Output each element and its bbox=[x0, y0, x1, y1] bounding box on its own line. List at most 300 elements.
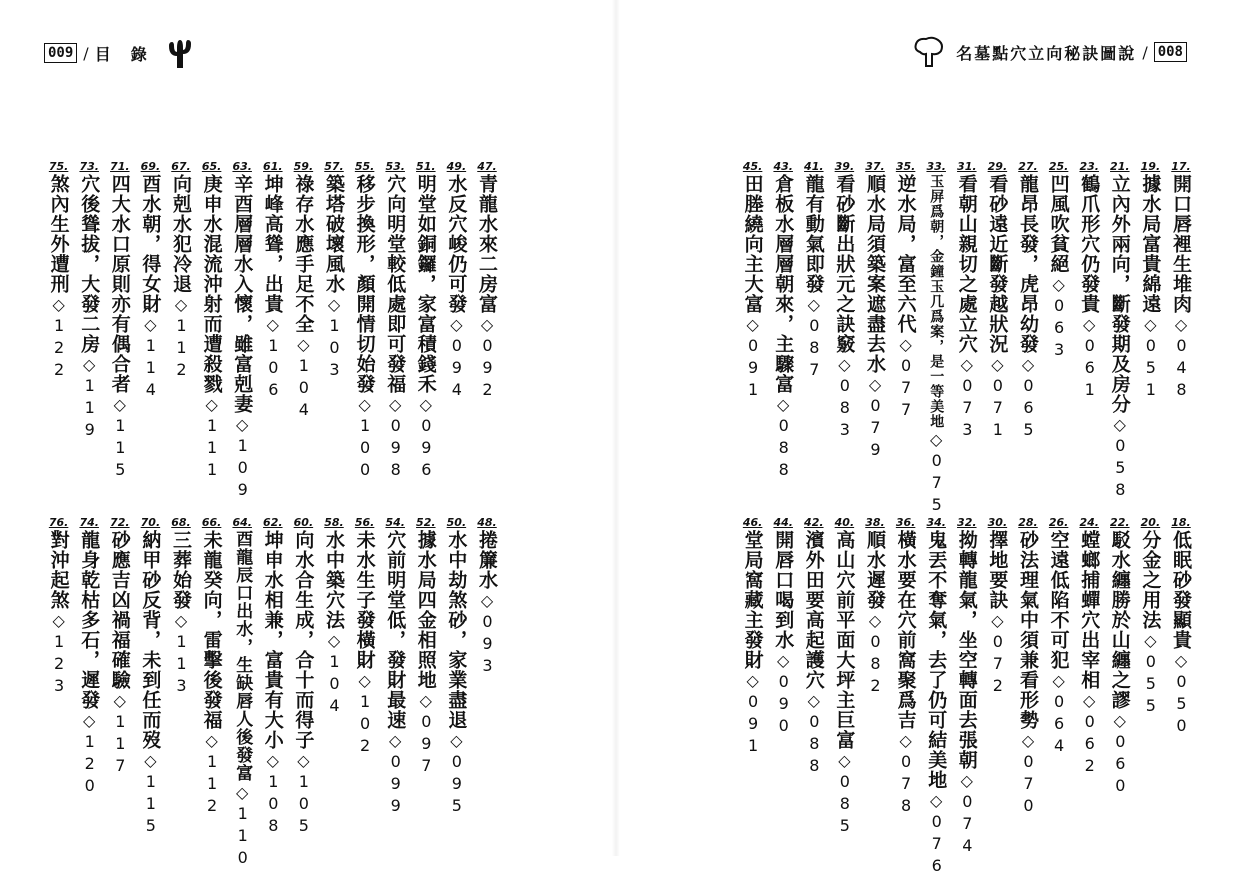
toc-diamond-marker: ◇ bbox=[1083, 315, 1096, 334]
toc-entry-page: 078 bbox=[896, 752, 916, 818]
toc-entry bbox=[740, 516, 766, 758]
toc-entry-number: 46. bbox=[742, 516, 763, 529]
toc-entry-page: 099 bbox=[386, 752, 406, 818]
toc-entry-page: 115 bbox=[110, 416, 130, 482]
toc-entry-number: 39. bbox=[834, 160, 855, 173]
toc-entry bbox=[740, 160, 766, 402]
toc-entry bbox=[46, 516, 72, 698]
toc-entry bbox=[954, 516, 980, 858]
toc-entry-title: 順水遲發 bbox=[864, 530, 886, 610]
toc-entry-page: 097 bbox=[416, 712, 436, 778]
toc-entry-title: 築塔破壞風水 bbox=[323, 174, 345, 294]
toc-diamond-marker: ◇ bbox=[1021, 355, 1035, 374]
toc-entry bbox=[107, 516, 133, 778]
toc-entry-page: 082 bbox=[866, 632, 885, 698]
toc-diamond-marker: ◇ bbox=[1174, 315, 1188, 334]
toc-entry-title: 祿存水應手足不全 bbox=[292, 174, 315, 334]
toc-entry-number: 72. bbox=[110, 516, 130, 529]
toc-entry-title: 高山穴前平面大坪主巨富 bbox=[833, 530, 856, 750]
toc-diamond-marker: ◇ bbox=[174, 295, 188, 314]
toc-entry-number: 34. bbox=[926, 516, 946, 529]
toc-entry-number: 22. bbox=[1110, 516, 1130, 529]
toc-entry-title: 低眠砂發顯貴 bbox=[1170, 530, 1192, 650]
toc-diamond-marker: ◇ bbox=[838, 355, 851, 374]
toc-entry-title: 煞內生外遭刑 bbox=[47, 174, 70, 294]
toc-entry-page: 091 bbox=[743, 336, 763, 402]
toc-diamond-marker: ◇ bbox=[960, 355, 973, 374]
right-page bbox=[616, 0, 1233, 878]
toc-entry-page: 062 bbox=[1080, 712, 1100, 778]
toc-diamond-marker: ◇ bbox=[266, 315, 279, 334]
toc-entry-number: 35. bbox=[895, 160, 916, 173]
toc-entry bbox=[1107, 160, 1133, 502]
toc-entry-page: 063 bbox=[1049, 296, 1069, 362]
toc-diamond-marker: ◇ bbox=[746, 671, 759, 690]
toc-entry-number: 30. bbox=[987, 516, 1008, 529]
toc-diamond-marker: ◇ bbox=[480, 591, 494, 610]
toc-entry-title: 庚申水混流沖射而遭殺戮 bbox=[200, 174, 223, 394]
toc-entry-number: 17. bbox=[1171, 160, 1191, 173]
left-page-title: 目 錄 bbox=[94, 44, 149, 64]
toc-entry-title: 砂法理氣中須兼看形勢 bbox=[1017, 530, 1039, 730]
toc-entry-page: 071 bbox=[988, 376, 1008, 442]
left-header bbox=[44, 36, 197, 70]
toc-entry-page: 105 bbox=[294, 772, 314, 838]
toc-entry-number: 28. bbox=[1018, 516, 1038, 529]
toc-entry-number: 41. bbox=[804, 160, 824, 173]
toc-entry-number: 48. bbox=[477, 516, 497, 529]
toc-entry bbox=[923, 516, 949, 878]
toc-diamond-marker: ◇ bbox=[236, 783, 249, 802]
toc-entry-page: 091 bbox=[743, 692, 763, 758]
toc-entry bbox=[831, 160, 857, 442]
toc-entry bbox=[893, 160, 919, 422]
toc-entry-title: 向剋水犯冷退 bbox=[170, 174, 192, 294]
toc-diamond-marker: ◇ bbox=[144, 315, 157, 334]
toc-entry-title: 酉水朝，得女財 bbox=[139, 174, 162, 314]
toc-entry-title: 凹風吹貧絕 bbox=[1047, 174, 1070, 274]
toc-entry-number: 49. bbox=[446, 160, 467, 173]
toc-entry-number: 52. bbox=[416, 516, 436, 529]
toc-entry bbox=[413, 516, 439, 778]
toc-diamond-marker: ◇ bbox=[144, 751, 157, 770]
toc-entry-number: 67. bbox=[171, 160, 191, 173]
toc-entry-page: 122 bbox=[49, 316, 69, 382]
toc-entry-title: 螳螂捕蟬穴出宰相 bbox=[1078, 530, 1101, 690]
toc-entry-page: 088 bbox=[774, 416, 794, 482]
toc-diamond-marker: ◇ bbox=[450, 315, 463, 334]
toc-entry-number: 18. bbox=[1171, 516, 1191, 529]
toc-entry bbox=[321, 160, 347, 382]
toc-entry bbox=[1168, 516, 1194, 738]
toc-entry-page: 077 bbox=[896, 356, 916, 422]
toc-entry bbox=[1137, 516, 1163, 718]
toc-entry-page: 083 bbox=[835, 376, 855, 442]
toc-entry-number: 63. bbox=[232, 160, 252, 173]
toc-entry-page: 058 bbox=[1110, 436, 1130, 502]
toc-entry-title: 開口唇裡生堆肉 bbox=[1170, 174, 1192, 314]
toc-entry bbox=[893, 516, 919, 818]
toc-diamond-marker: ◇ bbox=[174, 611, 188, 630]
toc-entry bbox=[862, 160, 888, 462]
left-page bbox=[0, 0, 616, 870]
toc-entry bbox=[413, 160, 439, 482]
toc-entry bbox=[984, 516, 1010, 698]
toc-entry-page: 050 bbox=[1172, 672, 1191, 738]
toc-entry-title: 酉龍辰口出水，生缺唇人後發富 bbox=[232, 530, 253, 782]
toc-diamond-marker: ◇ bbox=[358, 671, 371, 690]
toc-entry bbox=[1015, 516, 1041, 818]
toc-entry-number: 36. bbox=[895, 516, 916, 529]
toc-entry-title: 辛酉層層水入懷，雖富剋妻 bbox=[231, 174, 254, 414]
toc-entry-title: 四大水口原則亦有偶合者 bbox=[108, 174, 131, 394]
toc-entry-number: 26. bbox=[1048, 516, 1069, 529]
toc-entry-page: 060 bbox=[1110, 732, 1130, 798]
toc-entry-number: 47. bbox=[477, 160, 497, 173]
toc-entry-title: 砂應吉凶禍福確驗 bbox=[108, 530, 131, 690]
toc-entry-title: 看砂斷出狀元之訣竅 bbox=[833, 174, 856, 354]
toc-entry-title: 三葬始發 bbox=[170, 530, 192, 610]
toc-entry bbox=[107, 160, 133, 482]
toc-entry-title: 捲簾水 bbox=[476, 530, 498, 590]
toc-entry-page: 110 bbox=[233, 804, 253, 870]
toc-diamond-marker: ◇ bbox=[838, 751, 851, 770]
left-page-number: 009 bbox=[44, 43, 77, 63]
toc-diamond-marker: ◇ bbox=[1052, 671, 1065, 690]
toc-diamond-marker: ◇ bbox=[930, 791, 943, 810]
toc-entry-number: 44. bbox=[773, 516, 793, 529]
toc-diamond-marker: ◇ bbox=[960, 771, 973, 790]
right-page-title: 名墓點穴立向秘訣圖說 bbox=[956, 43, 1137, 63]
toc-entry-number: 60. bbox=[293, 516, 314, 529]
toc-entry-page: 064 bbox=[1049, 692, 1069, 758]
toc-entry-page: 093 bbox=[478, 612, 497, 678]
toc-entry bbox=[290, 516, 316, 838]
toc-entry bbox=[474, 516, 500, 678]
toc-diamond-marker: ◇ bbox=[297, 335, 310, 354]
toc-entry-title: 龍昂長發，虎昂幼發 bbox=[1017, 174, 1039, 354]
toc-diamond-marker: ◇ bbox=[205, 395, 218, 414]
toc-entry-title: 穴前明堂低，發財最速 bbox=[384, 530, 407, 730]
toc-entry bbox=[199, 160, 225, 482]
toc-entry-title: 穴後聳拔，大發二房 bbox=[78, 174, 101, 354]
toc-diamond-marker: ◇ bbox=[807, 295, 820, 314]
toc-entry-title: 倉板水層層朝來，主驟富 bbox=[772, 174, 795, 394]
toc-diamond-marker: ◇ bbox=[52, 295, 65, 314]
toc-entry-number: 27. bbox=[1018, 160, 1038, 173]
toc-entry bbox=[137, 160, 163, 402]
toc-diamond-marker: ◇ bbox=[389, 395, 402, 414]
toc-entry bbox=[352, 516, 378, 758]
header-separator: / bbox=[83, 43, 89, 63]
toc-diamond-marker: ◇ bbox=[1083, 691, 1096, 710]
toc-entry bbox=[1168, 160, 1194, 402]
toc-entry-page: 115 bbox=[141, 772, 161, 838]
toc-entry bbox=[290, 160, 316, 422]
toc-entry-title: 對沖起煞 bbox=[47, 530, 70, 610]
toc-diamond-marker: ◇ bbox=[807, 691, 820, 710]
toc-entry bbox=[76, 516, 102, 798]
toc-entry-number: 33. bbox=[926, 160, 946, 173]
toc-entry-page: 117 bbox=[110, 712, 130, 778]
toc-entry bbox=[260, 160, 286, 402]
toc-entry-number: 38. bbox=[865, 516, 885, 529]
toc-entry-title: 看朝山親切之處立穴 bbox=[955, 174, 978, 354]
toc-entry-number: 54. bbox=[385, 516, 405, 529]
toc-entry bbox=[76, 160, 102, 442]
toc-entry-title: 水中築穴法 bbox=[323, 530, 345, 630]
toc-entry-number: 20. bbox=[1140, 516, 1161, 529]
toc-diamond-marker: ◇ bbox=[1174, 651, 1188, 670]
toc-entry-page: 074 bbox=[957, 792, 977, 858]
toc-diamond-marker: ◇ bbox=[113, 395, 126, 414]
toc-entry-page: 103 bbox=[325, 316, 344, 382]
toc-entry bbox=[260, 516, 286, 838]
toc-entry-number: 76. bbox=[48, 516, 69, 529]
toc-entry bbox=[923, 160, 949, 517]
toc-entry-number: 58. bbox=[324, 516, 344, 529]
toc-entry-number: 42. bbox=[804, 516, 824, 529]
toc-entry-page: 106 bbox=[263, 336, 283, 402]
toc-diamond-marker: ◇ bbox=[419, 691, 432, 710]
toc-diamond-marker: ◇ bbox=[746, 315, 759, 334]
toc-diamond-marker: ◇ bbox=[868, 375, 882, 394]
toc-entry bbox=[1107, 516, 1133, 798]
toc-entry-number: 24. bbox=[1079, 516, 1099, 529]
toc-entry-page: 087 bbox=[804, 316, 824, 382]
toc-entry bbox=[770, 516, 796, 738]
toc-entry-number: 19. bbox=[1140, 160, 1161, 173]
toc-entry-number: 31. bbox=[957, 160, 977, 173]
toc-entry-title: 濱外田要高起護穴 bbox=[802, 530, 825, 690]
toc-entry-title: 看砂遠近斷發越狀況 bbox=[986, 174, 1009, 354]
toc-entry bbox=[229, 160, 255, 502]
toc-diamond-marker: ◇ bbox=[1144, 631, 1157, 650]
toc-entry-number: 21. bbox=[1110, 160, 1130, 173]
toc-entry bbox=[801, 516, 827, 778]
toc-entry bbox=[1046, 516, 1072, 758]
toc-diamond-marker: ◇ bbox=[236, 415, 249, 434]
toc-entry-title: 順水局須築案遮盡去水 bbox=[864, 174, 886, 374]
toc-diamond-marker: ◇ bbox=[83, 355, 96, 374]
toc-diamond-marker: ◇ bbox=[991, 355, 1004, 374]
toc-entry-number: 69. bbox=[140, 160, 161, 173]
toc-entry-title: 據水局富貴綿遠 bbox=[1139, 174, 1162, 314]
toc-entry-title: 逆水局，富至六代 bbox=[894, 174, 917, 334]
toc-entry-page: 072 bbox=[988, 632, 1008, 698]
toc-entry-page: 104 bbox=[325, 652, 344, 718]
toc-entry bbox=[770, 160, 796, 482]
toc-diamond-marker: ◇ bbox=[1052, 275, 1065, 294]
toc-diamond-marker: ◇ bbox=[419, 395, 432, 414]
toc-entry-page: 114 bbox=[141, 336, 161, 402]
toc-entry-title: 分金之用法 bbox=[1139, 530, 1162, 630]
toc-entry-title: 橫水要在穴前窩聚爲吉 bbox=[894, 530, 917, 730]
toc-diamond-marker: ◇ bbox=[297, 751, 310, 770]
toc-entry-number: 40. bbox=[834, 516, 855, 529]
toc-entry bbox=[862, 516, 888, 698]
toc-diamond-marker: ◇ bbox=[1113, 415, 1126, 434]
toc-entry bbox=[1076, 160, 1102, 402]
toc-entry-title: 向水合生成，合十而得子 bbox=[292, 530, 315, 750]
toc-entry-number: 56. bbox=[354, 516, 375, 529]
toc-entry bbox=[801, 160, 827, 382]
toc-diamond-marker: ◇ bbox=[113, 691, 126, 710]
toc-entry bbox=[168, 160, 194, 382]
toc-diamond-marker: ◇ bbox=[899, 335, 912, 354]
toc-entry bbox=[1015, 160, 1041, 442]
toc-entry-title: 未水生子發橫財 bbox=[353, 530, 376, 670]
toc-entry-page: 075 bbox=[927, 451, 947, 517]
toc-entry-title: 龍有動氣即發 bbox=[802, 174, 825, 294]
toc-entry-title: 拗轉龍氣，坐空轉面去張朝 bbox=[955, 530, 978, 770]
toc-entry-number: 51. bbox=[416, 160, 436, 173]
toc-entry bbox=[321, 516, 347, 718]
toc-diamond-marker: ◇ bbox=[327, 631, 341, 650]
toc-entry-title: 未龍癸向，雷擊後發福 bbox=[200, 530, 223, 730]
toc-entry-number: 70. bbox=[140, 516, 161, 529]
toc-diamond-marker: ◇ bbox=[327, 295, 341, 314]
toc-diamond-marker: ◇ bbox=[205, 731, 218, 750]
toc-entry-page: 119 bbox=[80, 376, 100, 442]
toc-entry-number: 37. bbox=[865, 160, 885, 173]
toc-entry-title: 坤峰高聳，出貴 bbox=[261, 174, 284, 314]
toc-entry-page: 112 bbox=[172, 316, 191, 382]
toc-entry-page: 070 bbox=[1019, 752, 1038, 818]
toc-entry-number: 43. bbox=[773, 160, 793, 173]
toc-diamond-marker: ◇ bbox=[991, 611, 1004, 630]
toc-entry-title: 立內外兩向，斷發期及房分 bbox=[1108, 174, 1131, 414]
toc-entry-number: 64. bbox=[232, 516, 252, 529]
toc-entry-page: 113 bbox=[172, 632, 191, 698]
toc-entry-page: 120 bbox=[80, 732, 100, 798]
toc-entry-page: 104 bbox=[294, 356, 314, 422]
right-header bbox=[912, 36, 1187, 68]
toc-entry bbox=[382, 516, 408, 818]
toc-entry-page: 108 bbox=[263, 772, 283, 838]
toc-entry-title: 據水局四金相照地 bbox=[414, 530, 437, 690]
toc-entry-title: 水中劫煞砂，家業盡退 bbox=[445, 530, 468, 730]
toc-entry bbox=[46, 160, 72, 382]
toc-diamond-marker: ◇ bbox=[777, 651, 790, 670]
toc-entry-page: 123 bbox=[49, 632, 69, 698]
toc-entry-page: 065 bbox=[1019, 376, 1038, 442]
toc-entry-number: 61. bbox=[263, 160, 283, 173]
toc-entry bbox=[1076, 516, 1102, 778]
toc-diamond-marker: ◇ bbox=[480, 315, 494, 334]
toc-diamond-marker: ◇ bbox=[358, 395, 371, 414]
toc-entry-title: 青龍水來二房富 bbox=[476, 174, 498, 314]
toc-entry bbox=[352, 160, 378, 482]
toc-entry-title: 開唇口喝到水 bbox=[772, 530, 795, 650]
toc-entry-title: 玉屏爲朝，金鐘玉几爲案，是一等美地 bbox=[928, 174, 945, 429]
toc-entry-number: 53. bbox=[385, 160, 405, 173]
toc-entry-number: 32. bbox=[957, 516, 977, 529]
toc-entry-page: 051 bbox=[1141, 336, 1161, 402]
toc-entry-page: 048 bbox=[1172, 336, 1191, 402]
toc-entry-title: 龍身乾枯多石，遲發 bbox=[78, 530, 101, 710]
toc-diamond-marker: ◇ bbox=[1021, 731, 1035, 750]
toc-entry-number: 55. bbox=[354, 160, 375, 173]
toc-entry-number: 45. bbox=[742, 160, 763, 173]
toc-diamond-marker: ◇ bbox=[777, 395, 790, 414]
toc-diamond-marker: ◇ bbox=[1144, 315, 1157, 334]
toc-diamond-marker: ◇ bbox=[266, 751, 279, 770]
toc-entry-page: 079 bbox=[866, 396, 885, 462]
toc-entry bbox=[229, 516, 255, 870]
toc-diamond-marker: ◇ bbox=[450, 731, 463, 750]
toc-diamond-marker: ◇ bbox=[83, 711, 96, 730]
toc-entry-number: 68. bbox=[171, 516, 191, 529]
toc-entry-title: 納甲砂反背，未到任而歿 bbox=[139, 530, 162, 750]
tree-logo-icon bbox=[912, 36, 946, 68]
toc-entry-page: 073 bbox=[957, 376, 977, 442]
toc-entry bbox=[1137, 160, 1163, 402]
toc-entry bbox=[137, 516, 163, 838]
toc-entry-page: 092 bbox=[478, 336, 497, 402]
toc-entry-title: 空遠低陷不可犯 bbox=[1047, 530, 1070, 670]
toc-entry-page: 088 bbox=[804, 712, 824, 778]
toc-entry-page: 055 bbox=[1141, 652, 1161, 718]
toc-entry bbox=[1046, 160, 1072, 362]
toc-diamond-marker: ◇ bbox=[1113, 711, 1126, 730]
toc-entry bbox=[831, 516, 857, 838]
toc-entry-title: 堂局窩藏主發財 bbox=[741, 530, 764, 670]
toc-entry-title: 穴向明堂較低處即可發福 bbox=[384, 174, 407, 394]
toc-entry bbox=[474, 160, 500, 402]
toc-entry-number: 74. bbox=[79, 516, 99, 529]
toc-entry-title: 鬼丟不奪氣，去了仍可結美地 bbox=[925, 530, 948, 790]
toc-entry bbox=[199, 516, 225, 818]
toc-entry-title: 駁水纏勝於山纏之謬 bbox=[1108, 530, 1131, 710]
toc-entry-number: 75. bbox=[48, 160, 69, 173]
toc-entry-page: 094 bbox=[447, 336, 467, 402]
toc-entry-title: 水反穴峻仍可發 bbox=[445, 174, 468, 314]
toc-entry-page: 109 bbox=[233, 436, 253, 502]
toc-entry-title: 田塍繞向主大富 bbox=[741, 174, 764, 314]
toc-entry bbox=[443, 160, 469, 402]
toc-diamond-marker: ◇ bbox=[389, 731, 402, 750]
toc-entry-number: 25. bbox=[1048, 160, 1069, 173]
toc-entry-page: 102 bbox=[355, 692, 375, 758]
toc-entry-title: 擇地要訣 bbox=[986, 530, 1009, 610]
cactus-icon bbox=[163, 36, 197, 70]
toc-entry-number: 57. bbox=[324, 160, 344, 173]
toc-entry-page: 112 bbox=[202, 752, 222, 818]
toc-entry-number: 59. bbox=[293, 160, 314, 173]
toc-diamond-marker: ◇ bbox=[868, 611, 882, 630]
toc-entry-page: 090 bbox=[774, 672, 794, 738]
toc-diamond-marker: ◇ bbox=[930, 430, 943, 449]
header-separator: / bbox=[1142, 42, 1148, 62]
toc-entry bbox=[382, 160, 408, 482]
toc-entry-number: 71. bbox=[110, 160, 130, 173]
toc-entry-page: 085 bbox=[835, 772, 855, 838]
toc-entry-page: 076 bbox=[927, 812, 947, 878]
toc-entry bbox=[954, 160, 980, 442]
toc-entry-page: 096 bbox=[416, 416, 436, 482]
toc-entry-title: 坤申水相兼，富貴有大小 bbox=[261, 530, 284, 750]
right-page-number: 008 bbox=[1154, 42, 1187, 62]
toc-entry-title: 明堂如銅鑼，家富積錢禾 bbox=[414, 174, 437, 394]
toc-entry-page: 061 bbox=[1080, 336, 1100, 402]
toc-entry bbox=[443, 516, 469, 818]
toc-entry-number: 66. bbox=[201, 516, 222, 529]
toc-entry-number: 50. bbox=[446, 516, 467, 529]
toc-entry-page: 098 bbox=[386, 416, 406, 482]
toc-entry-page: 100 bbox=[355, 416, 375, 482]
toc-entry-page: 111 bbox=[202, 416, 222, 482]
